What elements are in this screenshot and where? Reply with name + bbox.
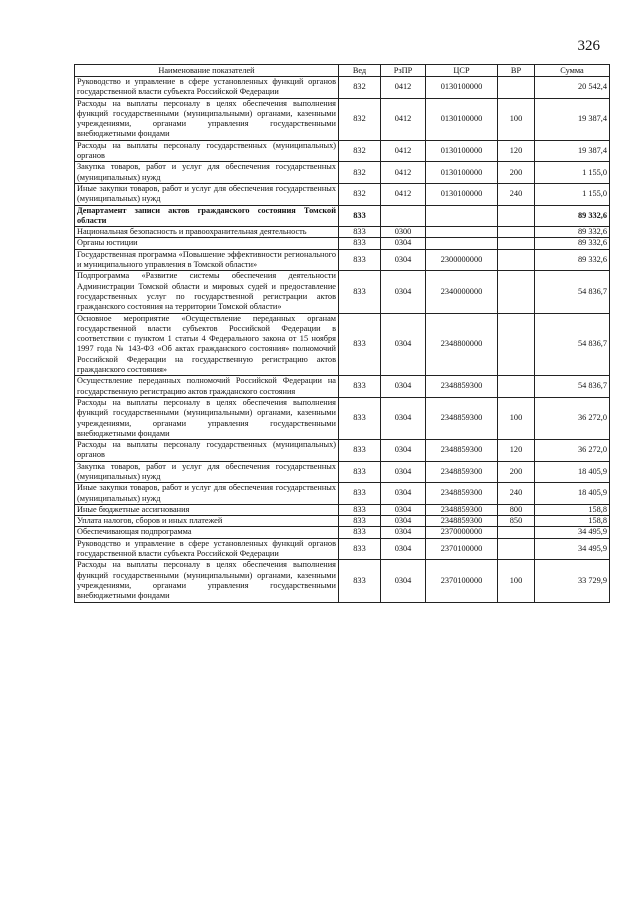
cell-csr: 2348859300 xyxy=(426,376,498,398)
cell-sum: 89 332,6 xyxy=(535,227,610,238)
header-ved: Вед xyxy=(339,65,381,77)
cell-rzpr: 0304 xyxy=(381,238,426,249)
table-row xyxy=(75,516,610,527)
cell-sum: 89 332,6 xyxy=(535,205,610,227)
cell-ved: 832 xyxy=(339,162,381,184)
budget-table xyxy=(74,64,610,603)
cell-sum: 20 542,4 xyxy=(535,77,610,99)
cell-vr xyxy=(498,205,535,227)
cell-vr xyxy=(498,313,535,376)
cell-name: Обеспечивающая подпрограмма xyxy=(75,527,339,538)
table-row xyxy=(75,227,610,238)
cell-csr: 2300000000 xyxy=(426,249,498,271)
table-row xyxy=(75,313,610,376)
cell-sum: 54 836,7 xyxy=(535,376,610,398)
table-row xyxy=(75,271,610,313)
cell-rzpr: 0304 xyxy=(381,527,426,538)
cell-vr: 100 xyxy=(498,560,535,602)
cell-sum: 33 729,9 xyxy=(535,560,610,602)
cell-rzpr: 0412 xyxy=(381,162,426,184)
cell-rzpr: 0304 xyxy=(381,504,426,515)
cell-name: Иные бюджетные ассигнования xyxy=(75,504,339,515)
cell-rzpr: 0412 xyxy=(381,77,426,99)
cell-ved: 833 xyxy=(339,504,381,515)
cell-rzpr: 0304 xyxy=(381,397,426,439)
cell-vr xyxy=(498,376,535,398)
cell-vr xyxy=(498,77,535,99)
table-row xyxy=(75,461,610,483)
cell-sum: 54 836,7 xyxy=(535,313,610,376)
table-row xyxy=(75,397,610,439)
cell-sum: 18 405,9 xyxy=(535,461,610,483)
cell-csr: 2348859300 xyxy=(426,483,498,505)
cell-vr xyxy=(498,238,535,249)
cell-name: Расходы на выплаты персоналу государственных (муниципальных) органов xyxy=(75,140,339,162)
cell-rzpr: 0304 xyxy=(381,483,426,505)
cell-name: Подпрограмма «Развитие системы обеспечения деятельности Администрации Томской области и мировых судей и предоставление государственных услуг по государственной регистрации актов гражданского состояния на территории Томской области» xyxy=(75,271,339,313)
table-row xyxy=(75,183,610,205)
cell-sum: 158,8 xyxy=(535,516,610,527)
table-row xyxy=(75,77,610,99)
cell-sum: 1 155,0 xyxy=(535,183,610,205)
cell-ved: 833 xyxy=(339,483,381,505)
cell-name: Руководство и управление в сфере установленных функций органов государственной власти субъекта Российской Федерации xyxy=(75,77,339,99)
cell-vr: 850 xyxy=(498,516,535,527)
cell-vr xyxy=(498,227,535,238)
cell-name: Расходы на выплаты персоналу в целях обеспечения выполнения функций государственными (муниципальными) органами, казенными учреждениями, органами управления государственными внебюджетными фондами xyxy=(75,397,339,439)
cell-ved: 833 xyxy=(339,249,381,271)
cell-csr: 0130100000 xyxy=(426,140,498,162)
table-row xyxy=(75,205,610,227)
cell-ved: 833 xyxy=(339,516,381,527)
cell-vr xyxy=(498,538,535,560)
cell-vr xyxy=(498,249,535,271)
cell-ved: 832 xyxy=(339,140,381,162)
cell-vr xyxy=(498,271,535,313)
cell-csr: 2370100000 xyxy=(426,560,498,602)
cell-ved: 833 xyxy=(339,238,381,249)
table-row xyxy=(75,162,610,184)
cell-csr: 2370100000 xyxy=(426,538,498,560)
cell-csr xyxy=(426,238,498,249)
cell-name: Закупка товаров, работ и услуг для обеспечения государственных (муниципальных) нужд xyxy=(75,461,339,483)
header-vr: ВР xyxy=(498,65,535,77)
table-row xyxy=(75,440,610,462)
cell-sum: 34 495,9 xyxy=(535,538,610,560)
table-header-row xyxy=(75,65,610,77)
cell-sum: 89 332,6 xyxy=(535,238,610,249)
header-rzpr: РзПР xyxy=(381,65,426,77)
cell-name: Основное мероприятие «Осуществление переданных органам государственной власти субъектов Российской Федерации в соответствии с пунктом 1 статьи 4 Федерального закона от 15 ноября 1997 года № 143-ФЗ «Об актах гражданского состояния» полномочий Российской Федерации на государственную регистрацию актов гражданского состояния» xyxy=(75,313,339,376)
cell-name: Департамент записи актов гражданского состояния Томской области xyxy=(75,205,339,227)
header-sum: Сумма xyxy=(535,65,610,77)
cell-ved: 832 xyxy=(339,77,381,99)
cell-name: Расходы на выплаты персоналу в целях обеспечения выполнения функций государственными (муниципальными) органами, казенными учреждениями, органами управления государственными внебюджетными фондами xyxy=(75,560,339,602)
cell-ved: 833 xyxy=(339,527,381,538)
cell-csr xyxy=(426,205,498,227)
cell-sum: 18 405,9 xyxy=(535,483,610,505)
cell-csr xyxy=(426,227,498,238)
table-row xyxy=(75,538,610,560)
cell-csr: 2340000000 xyxy=(426,271,498,313)
cell-csr: 0130100000 xyxy=(426,98,498,140)
cell-vr xyxy=(498,527,535,538)
cell-vr: 800 xyxy=(498,504,535,515)
cell-ved: 833 xyxy=(339,313,381,376)
cell-rzpr: 0304 xyxy=(381,271,426,313)
cell-csr: 2348859300 xyxy=(426,461,498,483)
cell-sum: 158,8 xyxy=(535,504,610,515)
table-row xyxy=(75,527,610,538)
cell-name: Закупка товаров, работ и услуг для обеспечения государственных (муниципальных) нужд xyxy=(75,162,339,184)
cell-ved: 833 xyxy=(339,538,381,560)
table-row xyxy=(75,238,610,249)
cell-vr: 200 xyxy=(498,461,535,483)
header-csr: ЦСР xyxy=(426,65,498,77)
cell-csr: 2348859300 xyxy=(426,516,498,527)
cell-vr: 200 xyxy=(498,162,535,184)
cell-csr: 2348859300 xyxy=(426,397,498,439)
cell-vr: 240 xyxy=(498,183,535,205)
cell-vr: 100 xyxy=(498,98,535,140)
cell-ved: 832 xyxy=(339,98,381,140)
cell-sum: 89 332,6 xyxy=(535,249,610,271)
table-row xyxy=(75,504,610,515)
cell-name: Уплата налогов, сборов и иных платежей xyxy=(75,516,339,527)
cell-name: Национальная безопасность и правоохранительная деятельность xyxy=(75,227,339,238)
cell-name: Расходы на выплаты персоналу государственных (муниципальных) органов xyxy=(75,440,339,462)
cell-vr: 100 xyxy=(498,397,535,439)
cell-ved: 833 xyxy=(339,271,381,313)
cell-ved: 832 xyxy=(339,183,381,205)
cell-ved: 833 xyxy=(339,560,381,602)
cell-rzpr: 0412 xyxy=(381,98,426,140)
cell-name: Расходы на выплаты персоналу в целях обеспечения выполнения функций государственными (муниципальными) органами, казенными учреждениями, органами управления государственными внебюджетными фондами xyxy=(75,98,339,140)
cell-sum: 36 272,0 xyxy=(535,397,610,439)
cell-sum: 34 495,9 xyxy=(535,527,610,538)
cell-name: Государственная программа «Повышение эффективности регионального и муниципального управления в Томской области» xyxy=(75,249,339,271)
header-name: Наименование показателей xyxy=(75,65,339,77)
page-number: 326 xyxy=(577,38,600,54)
cell-csr: 0130100000 xyxy=(426,77,498,99)
cell-sum: 19 387,4 xyxy=(535,98,610,140)
cell-rzpr: 0304 xyxy=(381,560,426,602)
table-body xyxy=(75,77,610,603)
cell-rzpr: 0304 xyxy=(381,461,426,483)
table-row xyxy=(75,376,610,398)
cell-rzpr: 0412 xyxy=(381,183,426,205)
cell-rzpr: 0304 xyxy=(381,440,426,462)
cell-rzpr: 0304 xyxy=(381,538,426,560)
cell-ved: 833 xyxy=(339,397,381,439)
cell-name: Осуществление переданных полномочий Российской Федерации на государственную регистрацию актов гражданского состояния xyxy=(75,376,339,398)
cell-ved: 833 xyxy=(339,376,381,398)
cell-rzpr: 0412 xyxy=(381,140,426,162)
table-row xyxy=(75,560,610,602)
cell-csr: 2348859300 xyxy=(426,440,498,462)
cell-vr: 120 xyxy=(498,440,535,462)
cell-sum: 36 272,0 xyxy=(535,440,610,462)
table-row xyxy=(75,140,610,162)
cell-ved: 833 xyxy=(339,227,381,238)
cell-sum: 54 836,7 xyxy=(535,271,610,313)
cell-name: Руководство и управление в сфере установленных функций органов государственной власти субъекта Российской Федерации xyxy=(75,538,339,560)
cell-vr: 120 xyxy=(498,140,535,162)
table-row xyxy=(75,483,610,505)
cell-ved: 833 xyxy=(339,205,381,227)
cell-rzpr xyxy=(381,205,426,227)
cell-sum: 1 155,0 xyxy=(535,162,610,184)
cell-csr: 0130100000 xyxy=(426,162,498,184)
cell-rzpr: 0304 xyxy=(381,516,426,527)
table-row xyxy=(75,98,610,140)
cell-csr: 2370000000 xyxy=(426,527,498,538)
cell-rzpr: 0300 xyxy=(381,227,426,238)
cell-ved: 833 xyxy=(339,440,381,462)
cell-rzpr: 0304 xyxy=(381,376,426,398)
cell-csr: 2348800000 xyxy=(426,313,498,376)
cell-name: Иные закупки товаров, работ и услуг для обеспечения государственных (муниципальных) нужд xyxy=(75,483,339,505)
cell-csr: 0130100000 xyxy=(426,183,498,205)
cell-name: Органы юстиции xyxy=(75,238,339,249)
cell-rzpr: 0304 xyxy=(381,313,426,376)
cell-vr: 240 xyxy=(498,483,535,505)
cell-sum: 19 387,4 xyxy=(535,140,610,162)
table-row xyxy=(75,249,610,271)
cell-csr: 2348859300 xyxy=(426,504,498,515)
cell-name: Иные закупки товаров, работ и услуг для обеспечения государственных (муниципальных) нужд xyxy=(75,183,339,205)
cell-rzpr: 0304 xyxy=(381,249,426,271)
cell-ved: 833 xyxy=(339,461,381,483)
